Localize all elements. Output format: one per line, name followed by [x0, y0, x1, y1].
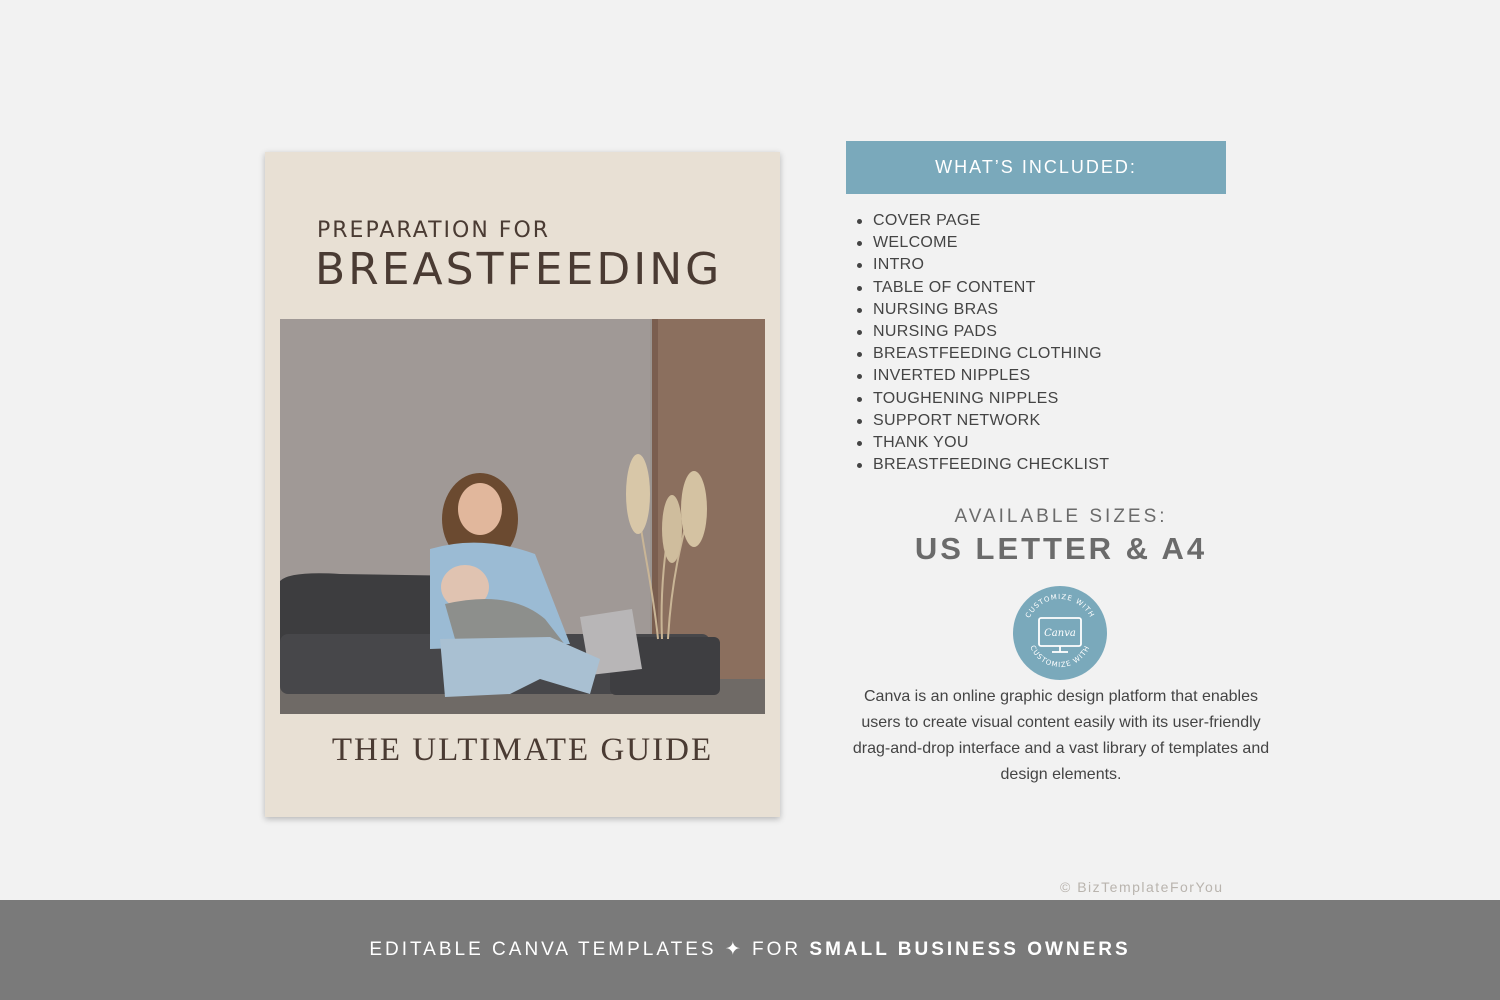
- list-item: INVERTED NIPPLES: [855, 365, 1109, 387]
- list-item: TABLE OF CONTENT: [855, 277, 1109, 299]
- cover-pre-title: PREPARATION FOR: [317, 218, 551, 243]
- list-item: NURSING PADS: [855, 321, 1109, 343]
- cover-subtitle: THE ULTIMATE GUIDE: [331, 732, 714, 768]
- list-item: BREASTFEEDING CHECKLIST: [855, 454, 1109, 476]
- footer-banner: [0, 900, 1500, 1000]
- list-item: SUPPORT NETWORK: [855, 410, 1109, 432]
- footer-emphasis: SMALL BUSINESS OWNERS: [809, 939, 1131, 960]
- customize-with-canva-badge: [1012, 585, 1108, 681]
- badge-ring-top: CUSTOMIZE WITH: [1024, 592, 1096, 620]
- sizes-value: US LETTER & A4: [914, 531, 1208, 566]
- footer-prefix: EDITABLE CANVA TEMPLATES ✦ FOR: [369, 939, 810, 960]
- canva-description: Canva is an online graphic design platform that enables users to create visual content easily with its user-friendly drag-and-drop interface and a vast library of templates and design elements.: [852, 688, 1270, 783]
- list-item: WELCOME: [855, 232, 1109, 254]
- list-item: INTRO: [855, 254, 1109, 276]
- guide-cover: [265, 152, 780, 817]
- whats-included-banner: WHAT’S INCLUDED:: [846, 141, 1226, 194]
- badge-canva-wordmark: Canva: [1044, 628, 1076, 639]
- sizes-label: AVAILABLE SIZES:: [954, 506, 1168, 527]
- cover-title: BREASTFEEDING: [315, 244, 723, 295]
- list-item: TOUGHENING NIPPLES: [855, 388, 1109, 410]
- included-list: [855, 210, 1109, 476]
- list-item: THANK YOU: [855, 432, 1109, 454]
- badge-ring-bottom: CUSTOMIZE WITH: [1028, 644, 1092, 670]
- copyright-notice: © BizTemplateForYou: [1060, 879, 1224, 895]
- mother-nursing-photo: [280, 319, 765, 714]
- list-item: NURSING BRAS: [855, 299, 1109, 321]
- list-item: BREASTFEEDING CLOTHING: [855, 343, 1109, 365]
- cover-photo: [280, 319, 765, 714]
- list-item: COVER PAGE: [855, 210, 1109, 232]
